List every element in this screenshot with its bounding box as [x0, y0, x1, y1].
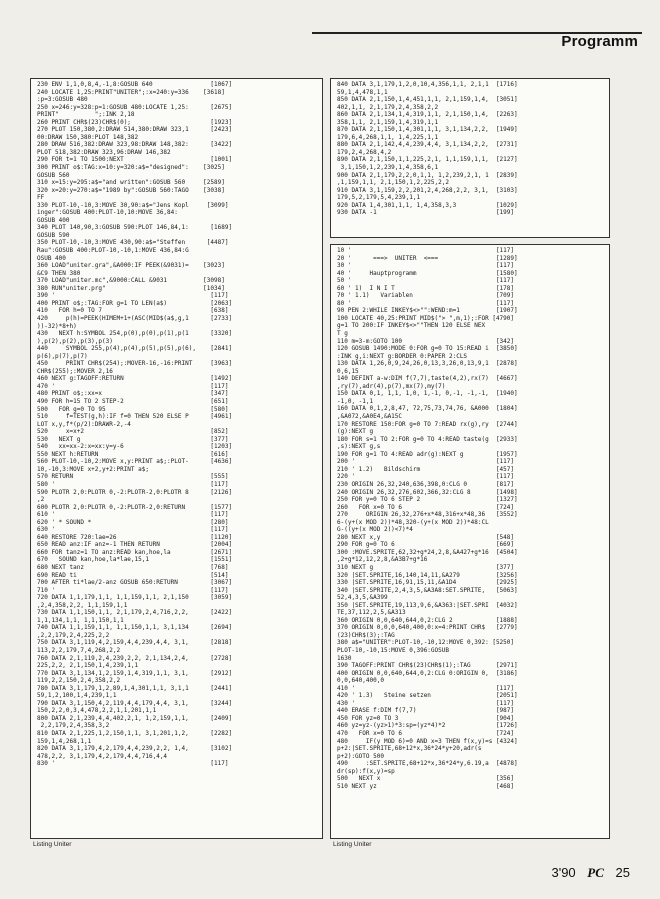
code-line: 600 PLOTR 2,0:PLOTR 0,-2:PLOTR-2,0:RETURN [1577] — [37, 503, 233, 511]
code-line: 310 NEXT g [377] — [337, 563, 515, 571]
code-line: 860 DATA 2,1,134,1,4,319,1,1, 2,1,150,1,4, [2263] — [337, 111, 518, 119]
page-header — [312, 14, 642, 54]
code-line: 370 LOAD"uniter.mc",&9000:CALL &9031 [3098] — [37, 277, 225, 285]
code-line: 680 NEXT tanz [768] — [37, 564, 229, 571]
code-line: PLOT 518,382:DRAW 323,96:DRAW 146,382 — [37, 148, 171, 156]
code-line: ,2 — [37, 496, 45, 504]
code-line: 120 GOSUB 1490:MODE 0:FOR g=0 TO 15:READ i [3850] — [337, 345, 518, 353]
code-line: 380 RUN"uniter.prg" [1034] — [37, 284, 225, 292]
code-line: 330 |SET.SPRITE,16,91,15,11,&A1D4 [2925] — [337, 579, 518, 587]
code-line: 20 ' ===> UNITER <=== [1289] — [337, 254, 518, 262]
code-line: 620 ' * SOUND * [280] — [37, 518, 229, 526]
code-line: FF — [37, 194, 45, 202]
code-line: 340 PLOT 140,90,3:GOSUB 590:PLOT 146,84,1: [1689] — [37, 224, 233, 232]
code-line: 478,2,2, 3,1,179,4,2,179,4,4,716,4,4 — [37, 752, 168, 760]
code-line: 760 DATA 2,1,119,2,4,239,2,2, 2,1,134,2,4, [2728] — [37, 654, 233, 662]
code-line: PRINT" ";:INK 2,18 — [37, 111, 135, 119]
code-line: 510 f=TEST(g,h):IF f=0 THEN 520 ELSE P [4961] — [37, 413, 233, 421]
code-line: 400 ORIGIN 0,0,640,644,0,2:CLG 0:ORIGIN 0, [3186] — [337, 669, 518, 677]
code-listing-right-bottom — [331, 245, 609, 790]
code-line: p+2):GOTO 500 — [337, 752, 384, 760]
code-line: 900 DATA 2,1,179,2,2,0,1,1, 1,2,239,2,1, 1 [2839] — [337, 171, 518, 179]
code-line: 179,6,4,268,1,1, 1,4,225,1,1 — [337, 133, 439, 141]
code-line: (23)CHR$(3);:TAG — [337, 631, 395, 639]
code-line: G-((y+(x MOD 2))<7)*4 — [337, 526, 413, 534]
code-line: 420 ' 1.3) Steine setzen [2051] — [337, 692, 518, 700]
code-line: LOT x,y,f*(p/2):DRAWR-2,-4 — [37, 420, 131, 428]
code-line: 59,1,4,478,1,1 — [337, 88, 388, 96]
code-line: 540 xx=xx-2:x=xx:y=y-6 [1203] — [37, 443, 233, 451]
code-line: 358,1,1, 2,1,159,1,4,319,1,1 — [337, 118, 439, 126]
code-line: 870 DATA 2,1,150,1,4,301,1,1, 3,1,134,2,2, [1949] — [337, 126, 518, 134]
page-number: 25 — [615, 865, 630, 880]
code-line: 210 ' 1.2) Bildschirm [457] — [337, 465, 515, 473]
code-line: 840 DATA 3,1,179,1,2,0,10,4,356,1,1, 2,1,1 [1716] — [337, 81, 518, 88]
code-line: 380 a$="UNITER":PLOT-10,-10,12:MOVE 0,392: [5250] — [337, 639, 515, 647]
code-line: 360 ORIGIN 0,0,640,644,0,2:CLG 2 [1888] — [337, 616, 518, 624]
code-line: 70 ' 1.1) Variablen [709] — [337, 292, 515, 300]
code-line: 310 x=15:y=295:a$="and written":GOSUB 560 [2589] — [37, 179, 225, 187]
code-line: 110 m=3-m:GOTO 100 [342] — [337, 337, 515, 345]
code-line: 420 p(h)=PEEK(HIMEM+1+(ASC(MID$(a$,g,1 [2733] — [37, 314, 233, 322]
code-line: 530 NEXT g [377] — [37, 435, 229, 443]
code-line: 550 NEXT h:RETURN [616] — [37, 450, 229, 458]
code-line: 460 NEXT g:TAGOFF:RETURN [1492] — [37, 375, 233, 383]
issue-label: 3'90 — [551, 865, 576, 880]
code-line: 390 TAGOFF:PRINT CHR$(23)CHR$(1);:TAG [2971] — [337, 662, 518, 670]
code-line: 700 AFTER ti*lae/2-anz GOSUB 650:RETURN [3067] — [37, 579, 233, 587]
code-line: 660 FOR tanz=1 TO anz:READ kan,hoe,la [2671] — [37, 548, 233, 556]
code-line: 52,4,3,5,&A399 — [337, 594, 388, 602]
code-line: 770 DATA 3,1,134,1,2,159,1,4,319,1,1, 3,1, [2912] — [37, 669, 233, 677]
page-footer — [543, 865, 630, 881]
code-line: 730 DATA 1,1,150,1,1, 2,1,179,2,4,716,2,2, [2422] — [37, 609, 233, 617]
code-line: 410 ' [117] — [337, 684, 515, 692]
code-line: -1,0, -1,1 — [337, 397, 374, 405]
code-line: g=1 TO 200:IF INKEY$<>""THEN 120 ELSE NEX — [337, 322, 486, 330]
code-line: ,1,159,1,1, 2,1,150,1,2,225,2,2 — [337, 179, 449, 187]
code-line: 130 DATA 1,26,0,9,24,26,0,13,3,26,0,13,9,1 [2878] — [337, 360, 518, 368]
code-line: 430 NEXT h:SYMBOL 254,p(0),p(0),p(1),p(1 [3320] — [37, 330, 233, 338]
code-line: 470 ' [117] — [37, 382, 229, 390]
code-line: ,&A072,&A0E4,&A15C — [337, 413, 403, 421]
code-line: 402,1,1, 2,1,179,2,4,358,2,2 — [337, 103, 439, 111]
code-line: 60 ' 1) I N I T [178] — [337, 284, 515, 292]
code-line: 400 PRINT o$;:TAG:FOR g=1 TO LEN(a$) [2063] — [37, 299, 233, 307]
code-line: 0,0,640,400,0 — [337, 677, 384, 685]
code-line: 6-(y+(x MOD 2))*48,320-(y+(x MOD 2))*48:CL — [337, 518, 489, 526]
code-line: GOSUB 400 — [37, 216, 70, 224]
code-line: 0,6,15 — [337, 367, 359, 375]
code-line: 290 FOR g=0 TO 6 [669] — [337, 541, 515, 549]
code-line: 50 ' [117] — [337, 277, 515, 285]
code-line: 100 LOCATE 40,25:PRINT MID$("> ",m,1);:FOR [4790] — [337, 314, 515, 322]
code-line: CHR$(255);:MOVER 2,16 — [37, 367, 113, 375]
code-line: 340 |SET.SPRITE,2,4,3,5,&A3A8:SET.SPRITE, [5063] — [337, 586, 518, 594]
code-line: 290 FOR t=1 TO 1500:NEXT [1001] — [37, 156, 233, 164]
code-line: 300 PRINT o$:TAG:x=10:y=320:a$="designed": [3025] — [37, 164, 225, 172]
code-line: &C9 THEN 380 — [37, 269, 81, 277]
code-line: 225,2,2, 2,1,150,1,4,239,1,1 — [37, 662, 139, 670]
code-line: 390 ' [117] — [37, 292, 229, 300]
code-line: 740 DATA 1,1,159,1,1, 1,1,150,1,1, 3,1,134 [2694] — [37, 624, 233, 632]
code-line: PLOT-10,-10,15:MOVE 0,396:GOSUB — [337, 646, 449, 654]
code-line: 240 LOCATE 1,25:PRINT"UNITER";:x=240:y=336 [3618] — [37, 88, 225, 96]
code-line: 80 ' [117] — [337, 299, 515, 307]
code-line: ,2,4,358,2,2, 1,1,159,1,1 — [37, 601, 128, 609]
code-line: 690 READ ti [514] — [37, 571, 229, 579]
code-line: 800 DATA 2,1,239,4,4,402,2,1, 1,2,159,1,1, [2409] — [37, 714, 233, 722]
code-line: 820 DATA 3,1,179,4,2,179,4,4,239,2,2, 1,4, [3102] — [37, 745, 233, 753]
code-line: ),p(2),p(2),p(3),p(3) — [37, 337, 113, 345]
code-line: 180 FOR s=1 TO 2:FOR g=0 TO 4:READ taste(g [2933] — [337, 435, 518, 443]
code-line: 460 yz=yz-(yz>1)*3:sp=(yz*4)*2 [1726] — [337, 722, 518, 730]
code-line: 119,2,2,150,2,4,358,2,2 — [37, 677, 121, 685]
listing-column-right-bottom — [330, 244, 610, 839]
code-line: 480 IF(y MOD 6)=0 AND x=3 THEN f(x,y)=s [4324] — [337, 737, 518, 745]
code-line: 150,2,2,0,3,4,478,2,2,1,1,201,1,1 — [37, 707, 157, 715]
code-line: 520 x=x+2 [852] — [37, 428, 229, 436]
code-line: OSUB 400 — [37, 254, 66, 262]
code-line: 350 |SET.SPRITE,19,113,9,6,&A363:|SET.SPRI [4032] — [337, 601, 518, 609]
code-line: 630 ' [117] — [37, 526, 229, 534]
listing-caption-left: Listing Uniter — [33, 841, 72, 848]
code-line: 160 DATA 0,1,2,8,47, 72,75,73,74,76, &A000 [1804] — [337, 405, 518, 413]
listing-column-right-top — [330, 78, 610, 238]
code-line: ,2+g*12,12,2,8,&A3B7+g*16 — [337, 556, 428, 564]
code-line: 490 FOR h=15 TO 2 STEP-2 [651] — [37, 397, 229, 405]
code-line: dr(sp):f(x,y)=sp — [337, 767, 395, 775]
code-line: 650 READ anz:IF anz=-1 THEN RETURN [2004] — [37, 541, 233, 549]
code-line: 450 PRINT CHR$(254);:MOVER-16,-16:PRINT [3963] — [37, 360, 233, 368]
code-line: 179,5,2,179,5,4,239,1,1 — [337, 194, 421, 202]
code-line: 230 ENV 1,1,0,8,4,-1,8:GOSUB 640 [1067] — [37, 81, 233, 88]
code-line: 570 RETURN [555] — [37, 473, 229, 481]
code-line: 90 PEN 2:WHILE INKEY$<>"":WEND:m=1 [1907] — [337, 307, 518, 315]
code-line: 810 DATA 2,1,225,1,2,150,1,1, 3,1,201,1,2, [2282] — [37, 730, 233, 738]
code-line: 240 ORIGIN 26,32,276,602,366,32:CLG 8 [1498] — [337, 488, 518, 496]
code-line: 430 ' [117] — [337, 699, 515, 707]
code-line: 360 LOAD"uniter.gra",&A000:IF PEEK(&9031)= [3023] — [37, 262, 225, 270]
code-line: 830 ' [117] — [37, 760, 229, 768]
code-line: :p=3:GOSUB 480 — [37, 96, 88, 104]
code-line: 320 x=20:y=270:a$="1989 by":GOSUB 560:TAGO [3038] — [37, 186, 225, 194]
code-line: 3,1,150,1,2,239,1,4,358,6,1 — [337, 164, 439, 172]
code-line: 2,2,179,2,4,358,3,2 — [37, 722, 110, 730]
code-line: ,2,2,179,2,4,225,2,2 — [37, 631, 110, 639]
code-line: 480 PRINT o$;:xx=x [347] — [37, 390, 229, 398]
code-line: 330 PLOT-10,-10,3:MOVE 30,90:a$="Jens Kopl [3099] — [37, 201, 229, 209]
code-line: p(6),p(7),p(7) — [37, 352, 88, 360]
code-line: ,ry(7),adr(4),p(7),mx(7),my(7) — [337, 382, 446, 390]
code-line: 470 FOR x=0 TO 6 [724] — [337, 730, 515, 737]
code-line: T g — [337, 330, 348, 338]
code-line: 190 FOR g=1 TO 4:READ adr(g):NEXT g [1957] — [337, 450, 518, 458]
code-line: 350 PLOT-10,-10,3:MOVE 430,90:a$="Steffen [4487] — [37, 239, 229, 247]
code-line: 580 ' [117] — [37, 480, 229, 488]
code-line: 450 FOR yz=0 TO 3 [904] — [337, 714, 515, 722]
code-line: ,s):NEXT g,s — [337, 443, 381, 451]
code-line: 440 SYMBOL 255,p(4),p(4),p(5),p(5),p(6), [2841] — [37, 345, 233, 353]
code-line: p+2:|SET.SPRITE,68+12*x,36*24*y+20,adr(s — [337, 745, 482, 753]
code-line: 490 :SET.SPRITE,68+12*x,36*24*y,6.19,a [4878] — [337, 760, 518, 768]
code-line: 500 NEXT x [356] — [337, 775, 515, 783]
code-line: (g):NEXT g — [337, 428, 374, 436]
code-line: 00:DRAW 150,380:PLOT 148,382 — [37, 133, 139, 141]
code-line: 270 ORIGIN 26,32,276+x*48,316+x*48,36 [3552] — [337, 511, 518, 519]
code-line: 30 ' [117] — [337, 262, 515, 270]
magazine-logo: PC — [587, 865, 604, 880]
code-line: :INK g,i:NEXT g:BORDER 0:PAPER 2:CLS — [337, 352, 468, 360]
code-line: 280 NEXT x,y [548] — [337, 533, 515, 541]
code-line: inger":GOSUB 400:PLOT-10,10:MOVE 36,84: — [37, 209, 178, 217]
listing-column-left — [30, 78, 323, 839]
code-line: 59,1,2,100,1,4,239,1,1 — [37, 692, 117, 700]
code-line: 710 ' [117] — [37, 586, 229, 594]
code-line: 10,-10,3:MOVE x+2,y+2:PRINT a$; — [37, 465, 149, 473]
code-line: 320 |SET.SPRITE,16,140,14,11,&A279 [3256] — [337, 571, 518, 579]
code-line: 179,2,4,268,4,2 — [337, 148, 392, 156]
code-line: 10 ' [117] — [337, 247, 515, 254]
code-line: GOSUB 560 — [37, 171, 70, 179]
code-line: 200 ' [117] — [337, 458, 515, 466]
code-line: 113,2,2,179,7,4,268,2,2 — [37, 647, 121, 655]
code-line: 670 SOUND kan,hoe,la*lae,15,1 [1551] — [37, 556, 233, 564]
code-line: 260 FOR x=0 TO 6 [724] — [337, 503, 515, 511]
code-line: 560 PLOT-10,-10,2:MOVE x,y:PRINT a$;:PLOT- [4636] — [37, 458, 233, 466]
code-line: 300 :MOVE.SPRITE,62,32+g*24,2,8,&A427+g*16 [4504] — [337, 548, 518, 556]
code-line: 440 ERASE f:DIM f(7,7) [987] — [337, 707, 515, 715]
code-line: 159,1,4,268,1,1 — [37, 737, 92, 745]
code-line: 610 ' [117] — [37, 511, 229, 519]
code-line: 250 x=246:y=328:p=1:GOSUB 480:LOCATE 1,25: [2675] — [37, 103, 233, 111]
code-line: 150 DATA 0,1, 1,1, 1,0, 1,-1, 0,-1, -1,-1, [1940] — [337, 390, 518, 398]
code-line: 910 DATA 3,1,159,2,2,201,2,4,268,2,2, 3,1, [3103] — [337, 186, 518, 194]
code-line: 140 DEFINT a-w:DIM f(7,7),taste(4,2),rx(7) [4667] — [337, 375, 518, 383]
code-line: 170 RESTORE 150:FOR g=0 TO 7:READ rx(g),ry [2744] — [337, 420, 518, 428]
code-line: 750 DATA 3,1,119,4,2,159,4,4,239,4,4, 3,1, [2818] — [37, 639, 233, 647]
code-line: 890 DATA 2,1,150,1,1,225,2,1, 1,1,159,1,1, [2127] — [337, 156, 518, 164]
code-line: 410 FOR h=0 TO 7 [638] — [37, 307, 229, 315]
code-line: 590 PLOTR 2,0:PLOTR 0,-2:PLOTR-2,0:PLOTR 8 [2126] — [37, 488, 233, 496]
code-line: 880 DATA 2,1,142,4,4,239,4,4, 3,1,134,2,2, [2731] — [337, 141, 518, 149]
code-line: 720 DATA 1,1,179,1,1, 1,1,159,1,1, 2,1,150 [3059] — [37, 594, 233, 602]
code-listing-left — [31, 79, 322, 768]
code-line: 510 NEXT yz [468] — [337, 782, 515, 790]
code-line: GOSUB 590 — [37, 231, 70, 239]
code-listing-right-top — [331, 79, 609, 217]
code-line: 930 DATA -1 [199] — [337, 209, 515, 217]
listing-caption-right: Listing Uniter — [333, 841, 372, 848]
code-line: 40 ' Hauptprogramm [1580] — [337, 269, 518, 277]
code-line: TE,37,112,2,5,&A313 — [337, 609, 406, 617]
section-title: Programm — [561, 33, 638, 50]
code-line: 260 PRINT CHR$(23)CHR$(0); [1923] — [37, 118, 233, 126]
code-line: 270 PLOT 150,380,2:DRAW 514,380:DRAW 323,1 [2423] — [37, 126, 233, 134]
code-line: 370 ORIGIN 0,0,0,640,400,0:x=4:PRINT CHR$ [2779] — [337, 624, 518, 632]
code-line: 790 DATA 3,1,150,4,2,119,4,4,179,4,4, 3,1, [3244] — [37, 699, 233, 707]
code-line: 640 RESTORE 720:lae=26 [1120] — [37, 533, 233, 541]
code-line: 280 DRAW 516,382:DRAW 323,98:DRAW 148,382: [3422] — [37, 141, 233, 149]
code-line: ))-32)*8+h) — [37, 322, 77, 330]
code-line: 220 ' [117] — [337, 473, 515, 481]
code-line: 250 FOR y=0 TO 6 STEP 2 [1327] — [337, 496, 518, 504]
code-line: 850 DATA 2,1,150,1,4,451,1,1, 2,1,159,1,4, [3051] — [337, 96, 518, 104]
code-line: 500 FOR g=0 TO 95 [580] — [37, 405, 229, 413]
code-line: Rau":GOSUB 400:PLOT-10,-10,1:MOVE 436,84:G — [37, 247, 189, 255]
code-line: 1,1,134,1,1, 1,1,150,1,1 — [37, 616, 124, 624]
code-line: 1630 — [337, 654, 352, 662]
code-line: 920 DATA 1,4,301,1,1, 1,4,358,3,3 [1029] — [337, 201, 518, 209]
code-line: 230 ORIGIN 26,32,240,636,398,0:CLG 0 [817] — [337, 480, 515, 488]
code-line: 780 DATA 3,1,179,1,2,89,1,4,301,1,1, 3,1,1 [2441] — [37, 684, 233, 692]
